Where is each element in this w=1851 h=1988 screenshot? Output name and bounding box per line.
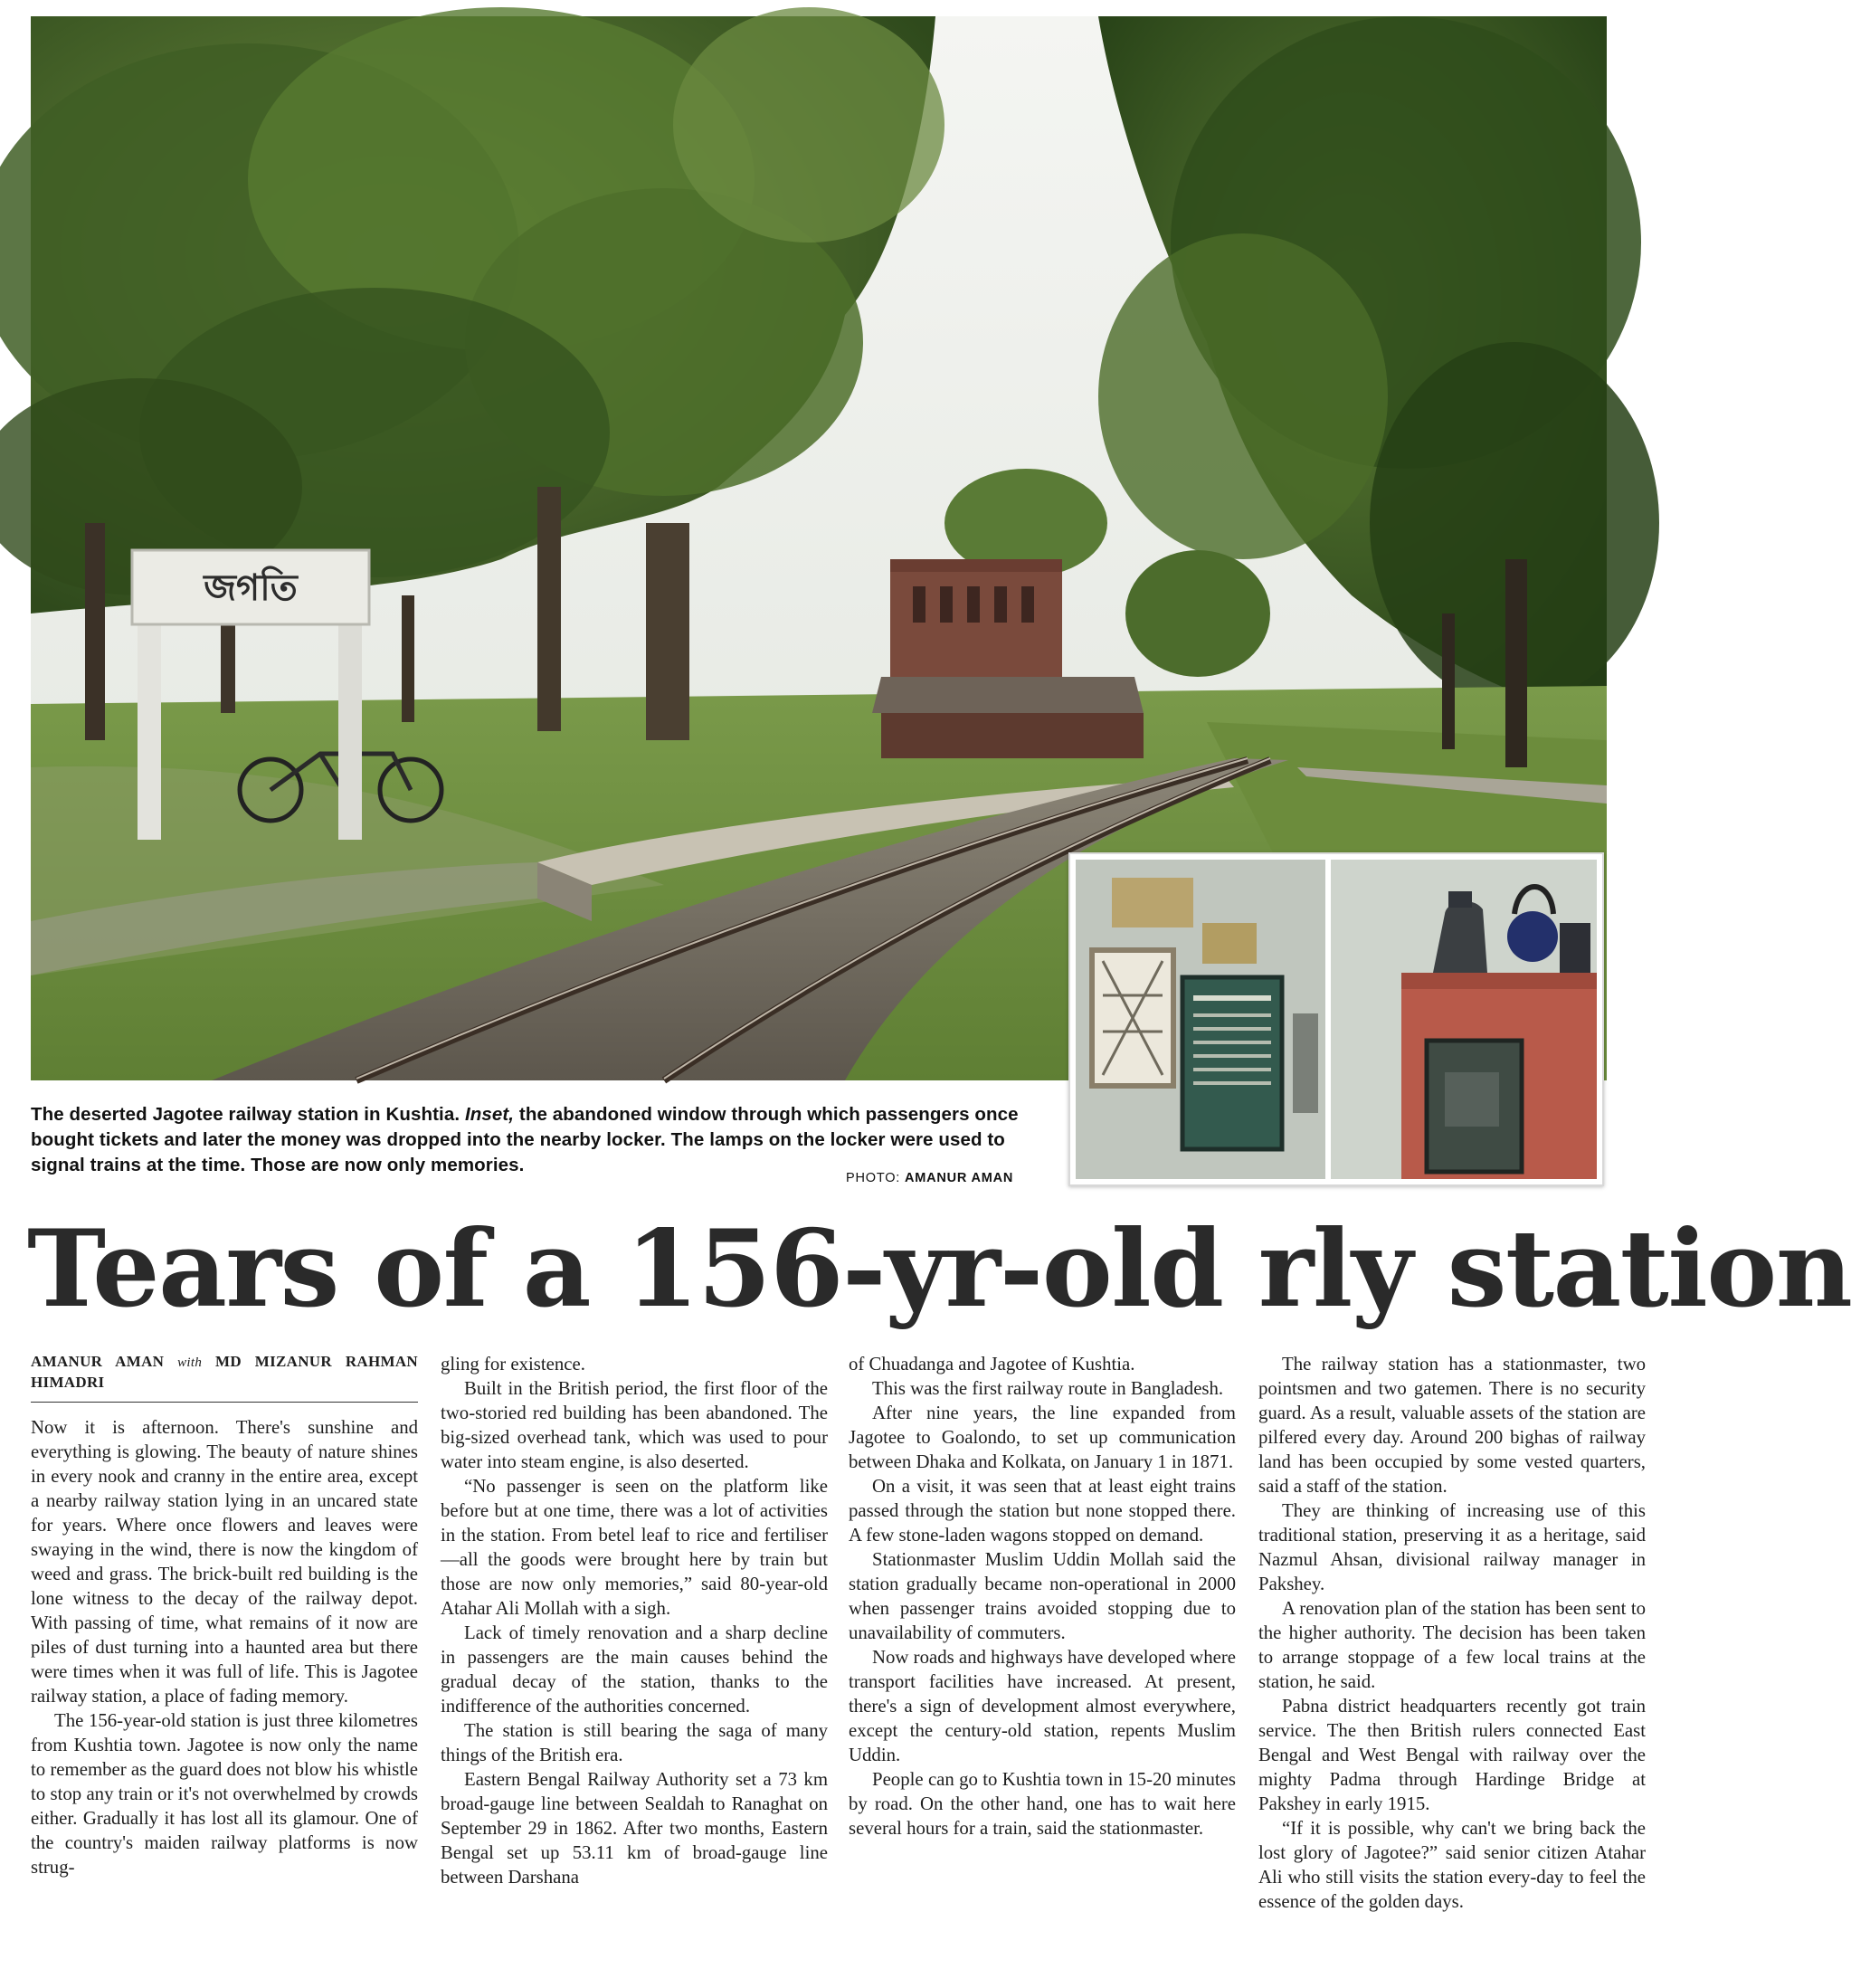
paragraph: This was the first railway route in Bangladesh. bbox=[872, 1378, 1224, 1399]
paragraph: The railway station has a stationmaster, two pointsmen and two gatemen. There is no security guard. As a result, valuable assets of the station are pilfered every day. Around 200 bighas of railway land has been occupied by some vested quarters, said a staff of the station. bbox=[1258, 1354, 1646, 1497]
byline-author-1: AMANUR AMAN bbox=[31, 1353, 165, 1370]
byline bbox=[31, 1352, 418, 1403]
article-column-2 bbox=[441, 1352, 828, 1889]
paragraph: “No passenger is seen on the platform like before but at one time, there was a lot of activities in the station. From betel leaf to rice and fertiliser—all the goods were brought here by train but those are now only memories,” said 80-year-old Atahar Ali Mollah with a sigh. bbox=[441, 1476, 828, 1619]
paragraph: Lack of timely renovation and a sharp decline in passengers are the main causes behind the gradual decay of the station, thanks to the indifference of the authorities concerned. bbox=[441, 1622, 828, 1717]
credit-label: PHOTO: bbox=[846, 1171, 901, 1185]
ticket-window-locker-scene bbox=[1076, 860, 1597, 1179]
caption-rest: the abandoned window through which passengers once bought tickets and later the money was dropped into the nearby locker. The lamps on the locker were used to signal trains at the time. Those are now only memories. bbox=[31, 1104, 1019, 1175]
paragraph: They are thinking of increasing use of this traditional station, preserving it as a heritage, said Nazmul Ahsan, divisional railway manager in Pakshey. bbox=[1258, 1500, 1646, 1594]
paragraph: On a visit, it was seen that at least eight trains passed through the station but none stopped there. A few stone-laden wagons stopped on demand. bbox=[849, 1476, 1236, 1546]
paragraph: gling for existence. bbox=[441, 1354, 585, 1374]
paragraph: People can go to Kushtia town in 15-20 minutes by road. On the other hand, one has to wait here several hours for a train, said the stationmaster. bbox=[849, 1769, 1236, 1839]
paragraph: Eastern Bengal Railway Authority set a 73 km broad-gauge line between Sealdah to Ranaghat on September 29 in 1862. After two months, Eastern Bengal set up 53.11 km of broad-gauge line between Darshana bbox=[441, 1769, 828, 1888]
article-column-4 bbox=[1258, 1352, 1646, 1914]
photo-caption bbox=[31, 1102, 1044, 1178]
paragraph: “If it is possible, why can't we bring back the lost glory of Jagotee?” said senior citizen Atahar Ali who still visits the station every-day to feel the essence of the golden days. bbox=[1258, 1818, 1646, 1912]
photo-credit bbox=[846, 1171, 1013, 1185]
sign-text: জগতি bbox=[204, 567, 298, 609]
caption-inset-word: Inset, bbox=[464, 1104, 515, 1125]
article-column-1 bbox=[31, 1352, 418, 1879]
paragraph: Now roads and highways have developed where transport facilities have increased. At present, there's a sign of development almost everywhere, except the century-old station, repents Muslim Uddin. bbox=[849, 1647, 1236, 1765]
paragraph: Pabna district headquarters recently got train service. The then British rulers connected East Bengal and West Bengal with railway over the mighty Padma through Hardinge Bridge at Pakshey in early 1915. bbox=[1258, 1696, 1646, 1814]
paragraph: Now it is afternoon. There's sunshine and everything is glowing. The beauty of nature shines in every nook and cranny in the entire area, except a nearby railway station lying in an uncared state for years. Where once flowers and leaves were swaying in the wind, there is now the kingdom of weed and grass. The brick-built red building is the lone witness to the decay of the railway depot. With passing of time, what remains of it now are piles of dust turning into a haunted area but there were times when it was full of life. This is Jagotee railway station, a place of fading memory. bbox=[31, 1417, 418, 1707]
byline-author-2: MD MIZANUR RAHMAN HIMADRI bbox=[31, 1353, 418, 1391]
paragraph: of Chuadanga and Jagotee of Kushtia. bbox=[849, 1354, 1135, 1374]
paragraph: Stationmaster Muslim Uddin Mollah said the station gradually became non-operational in 2000 when passenger trains avoided stopping due to unavailability of commuters. bbox=[849, 1549, 1236, 1643]
credit-name: AMANUR AMAN bbox=[904, 1171, 1014, 1185]
article-column-3 bbox=[849, 1352, 1236, 1841]
paragraph: A renovation plan of the station has been sent to the higher authority. The decision has been taken to arrange stoppage of a few local trains at the station, he said. bbox=[1258, 1598, 1646, 1692]
inset-photo bbox=[1068, 852, 1604, 1186]
paragraph: After nine years, the line expanded from Jagotee to Goalondo, to set up communication between Dhaka and Kolkata, on January 1 in 1871. bbox=[849, 1403, 1236, 1472]
paragraph: The station is still bearing the saga of many things of the British era. bbox=[441, 1720, 828, 1765]
paragraph: The 156-year-old station is just three kilometres from Kushtia town. Jagotee is now only the name to remember as the guard does not blow his whistle to stop any train or it's not overwhelmed by crowds either. Gradually it has lost all its glamour. One of the country's maiden railway platforms is now strug- bbox=[31, 1710, 418, 1878]
caption-lead: The deserted Jagotee railway station in Kushtia. bbox=[31, 1104, 465, 1125]
headline: Tears of a 156-yr-old rly station bbox=[27, 1206, 1851, 1331]
byline-with: with bbox=[177, 1355, 203, 1370]
paragraph: Built in the British period, the first floor of the two-storied red building has been abandoned. The big-sized overhead tank, which was used to pour water into steam engine, is also deserted. bbox=[441, 1378, 828, 1472]
